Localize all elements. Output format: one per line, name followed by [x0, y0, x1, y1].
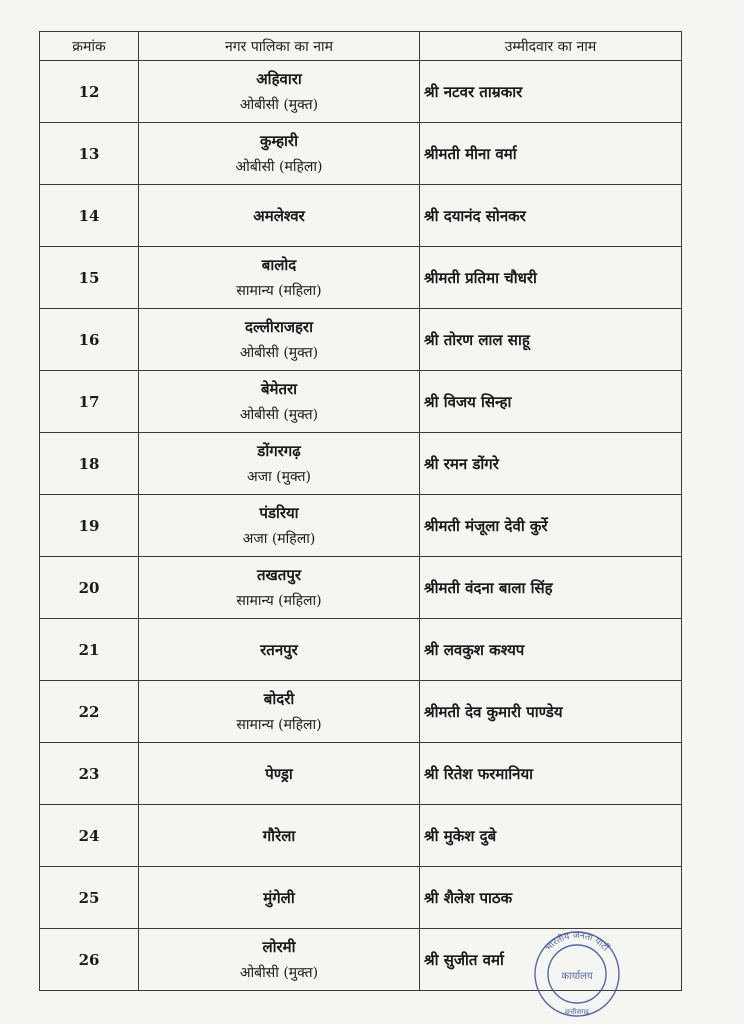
municipality-cell: [139, 619, 420, 681]
reservation-category: ओबीसी (मुक्त): [239, 964, 319, 981]
municipality-cell: [139, 123, 420, 185]
reservation-category: ओबीसी (मुक्त): [239, 406, 319, 423]
municipality-cell: [139, 433, 420, 495]
candidate-name: श्री रितेश फरमानिया: [420, 743, 682, 805]
municipality-name: तखतपुर: [256, 565, 302, 584]
serial-number: 13: [40, 123, 139, 185]
candidate-name: श्री मुकेश दुबे: [420, 805, 682, 867]
municipality-name: गौरेला: [262, 826, 296, 845]
municipality-cell: [139, 495, 420, 557]
municipality-name: दल्लीराजहरा: [245, 317, 313, 336]
municipality-name: पंडरिया: [259, 503, 299, 522]
serial-number: 17: [40, 371, 139, 433]
header-candidate: उम्मीदवार का नाम: [420, 32, 682, 61]
table-row: [40, 309, 682, 371]
municipality-cell: [139, 185, 420, 247]
party-office-stamp: [527, 928, 627, 1018]
candidate-name: श्री तोरण लाल साहू: [420, 309, 682, 371]
reservation-category: ओबीसी (मुक्त): [239, 344, 319, 361]
reservation-category: ओबीसी (महिला): [235, 158, 323, 175]
table-row: [40, 681, 682, 743]
candidate-name: श्री विजय सिन्हा: [420, 371, 682, 433]
municipality-cell: [139, 371, 420, 433]
serial-number: 25: [40, 867, 139, 929]
reservation-category: सामान्य (महिला): [236, 282, 322, 299]
reservation-category: सामान्य (महिला): [236, 592, 322, 609]
municipality-cell: [139, 557, 420, 619]
municipality-name: डोंगरगढ़: [257, 441, 301, 460]
serial-number: 23: [40, 743, 139, 805]
municipality-name: बोदरी: [263, 689, 295, 708]
serial-number: 26: [40, 929, 139, 991]
municipality-name: मुंगेली: [263, 888, 295, 907]
table-row: [40, 185, 682, 247]
municipality-name: बालोद: [261, 255, 297, 274]
municipality-cell: [139, 805, 420, 867]
municipality-name: रतनपुर: [260, 640, 298, 659]
reservation-category: अजा (मुक्त): [247, 468, 311, 485]
table-body: [40, 61, 682, 991]
table-row: [40, 557, 682, 619]
candidate-name: श्री दयानंद सोनकर: [420, 185, 682, 247]
serial-number: 21: [40, 619, 139, 681]
serial-number: 19: [40, 495, 139, 557]
table-row: [40, 61, 682, 123]
municipality-cell: [139, 867, 420, 929]
table-row: [40, 495, 682, 557]
candidate-name: श्री सुजीत वर्मा: [420, 929, 682, 991]
candidate-name: श्रीमती वंदना बाला सिंह: [420, 557, 682, 619]
municipality-cell: [139, 247, 420, 309]
municipality-cell: [139, 61, 420, 123]
municipality-cell: [139, 743, 420, 805]
table-row: [40, 743, 682, 805]
municipality-cell: [139, 681, 420, 743]
reservation-category: ओबीसी (मुक्त): [239, 96, 319, 113]
candidate-name: श्रीमती देव कुमारी पाण्डेय: [420, 681, 682, 743]
serial-number: 15: [40, 247, 139, 309]
serial-number: 12: [40, 61, 139, 123]
stamp-bottom-text: छत्तीसगढ़: [564, 1008, 590, 1016]
table-row: [40, 619, 682, 681]
municipality-cell: [139, 929, 420, 991]
municipality-name: कुम्हारी: [260, 131, 298, 150]
table-row: [40, 247, 682, 309]
stamp-ring-text: भारतीय जनता पार्टी: [543, 930, 611, 954]
serial-number: 16: [40, 309, 139, 371]
municipality-name: अमलेश्वर: [253, 206, 305, 225]
candidate-name: श्रीमती मीना वर्मा: [420, 123, 682, 185]
candidate-name: श्रीमती मंजूला देवी कुर्रे: [420, 495, 682, 557]
header-municipality: नगर पालिका का नाम: [139, 32, 420, 61]
table-row: [40, 805, 682, 867]
municipality-cell: [139, 309, 420, 371]
serial-number: 20: [40, 557, 139, 619]
stamp-center-text: कार्यालय: [561, 971, 593, 982]
header-serial: क्रमांक: [40, 32, 139, 61]
municipality-name: बेमेतरा: [260, 379, 298, 398]
candidate-name: श्री रमन डोंगरे: [420, 433, 682, 495]
table-row: [40, 371, 682, 433]
serial-number: 18: [40, 433, 139, 495]
serial-number: 22: [40, 681, 139, 743]
candidate-name: श्री नटवर ताम्रकार: [420, 61, 682, 123]
candidate-name: श्री शैलेश पाठक: [420, 867, 682, 929]
table-header-row: [40, 32, 682, 61]
candidate-name: श्रीमती प्रतिमा चौधरी: [420, 247, 682, 309]
table-row: [40, 433, 682, 495]
reservation-category: सामान्य (महिला): [236, 716, 322, 733]
reservation-category: अजा (महिला): [242, 530, 316, 547]
municipality-name: पेण्ड्रा: [265, 764, 293, 783]
serial-number: 14: [40, 185, 139, 247]
serial-number: 24: [40, 805, 139, 867]
table-row: [40, 867, 682, 929]
candidate-table: [39, 31, 682, 991]
municipality-name: लोरमी: [262, 937, 296, 956]
municipality-name: अहिवारा: [256, 69, 302, 88]
candidate-name: श्री लवकुश कश्यप: [420, 619, 682, 681]
table-row: [40, 123, 682, 185]
